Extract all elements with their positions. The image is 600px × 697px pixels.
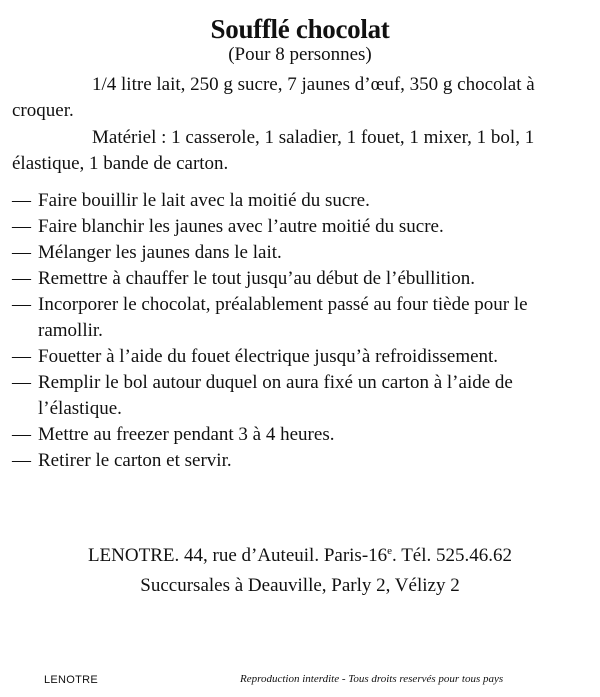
equipment-paragraph: Matériel : 1 casserole, 1 saladier, 1 fouet, 1 mixer, 1 bol, 1 élastique, 1 bande de carton. bbox=[12, 127, 535, 174]
recipe-title: Soufflé chocolat bbox=[210, 14, 390, 44]
step-item bbox=[12, 188, 592, 214]
address-street: LENOTRE. 44, rue d’Auteuil. Paris-16 bbox=[87, 545, 388, 566]
step-text: Faire blanchir les jaunes avec l’autre moitié du sucre. bbox=[38, 216, 444, 237]
steps-list bbox=[12, 188, 592, 474]
footer-brand: LENOTRE bbox=[44, 674, 99, 686]
step-item bbox=[12, 370, 592, 422]
dash-bullet-icon: — bbox=[12, 450, 31, 471]
recipe-servings: (Pour 8 personnes) bbox=[228, 44, 372, 65]
step-item bbox=[12, 422, 592, 448]
step-text: Retirer le carton et servir. bbox=[38, 450, 232, 471]
step-item bbox=[12, 292, 592, 344]
shop-address bbox=[0, 536, 600, 601]
dash-bullet-icon: — bbox=[12, 268, 31, 289]
step-item bbox=[12, 214, 592, 240]
dash-bullet-icon: — bbox=[12, 294, 31, 315]
ingredients-paragraph: 1/4 litre lait, 250 g sucre, 7 jaunes d’œuf, 350 g chocolat à croquer. bbox=[12, 74, 535, 121]
step-text: Faire bouillir le lait avec la moitié du sucre. bbox=[38, 190, 370, 211]
step-item bbox=[12, 448, 592, 474]
step-item bbox=[12, 266, 592, 292]
dash-bullet-icon: — bbox=[12, 372, 31, 393]
dash-bullet-icon: — bbox=[12, 346, 31, 367]
arrondissement-suffix: e bbox=[387, 545, 393, 557]
dash-bullet-icon: — bbox=[12, 190, 31, 211]
step-text: Fouetter à l’aide du fouet électrique jusqu’à refroidissement. bbox=[38, 346, 499, 367]
address-phone: . Tél. 525.46.62 bbox=[392, 545, 513, 566]
step-text: Remettre à chauffer le tout jusqu’au début de l’ébullition. bbox=[38, 268, 476, 289]
step-text: Mettre au freezer pendant 3 à 4 heures. bbox=[38, 424, 335, 445]
step-item bbox=[12, 344, 592, 370]
footer-rights: Reproduction interdite - Tous droits reservés pour tous pays bbox=[240, 673, 504, 685]
address-line-1 bbox=[0, 536, 600, 571]
step-text: Mélanger les jaunes dans le lait. bbox=[38, 242, 282, 263]
dash-bullet-icon: — bbox=[12, 242, 31, 263]
dash-bullet-icon: — bbox=[12, 216, 31, 237]
address-line-2: Succursales à Deauville, Parly 2, Vélizy 2 bbox=[140, 575, 460, 596]
dash-bullet-icon: — bbox=[12, 424, 31, 445]
step-text: Incorporer le chocolat, préalablement passé au four tiède pour le ramollir. bbox=[38, 294, 528, 341]
step-text: Remplir le bol autour duquel on aura fixé un carton à l’aide de l’élastique. bbox=[38, 372, 513, 419]
step-item bbox=[12, 240, 592, 266]
